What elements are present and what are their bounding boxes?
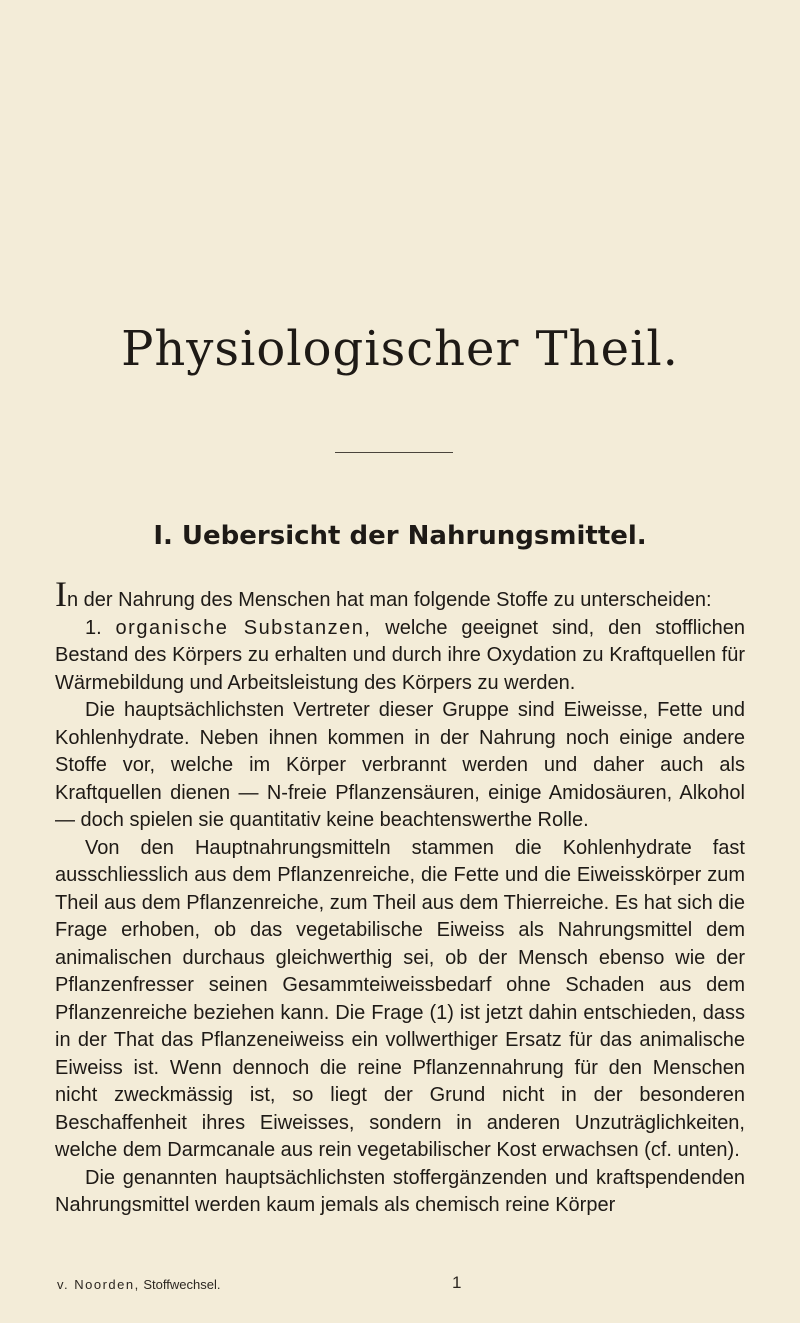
item-number: 1. <box>85 616 116 639</box>
item-term: organische Substanzen, <box>115 616 372 639</box>
item-text: welche geeignet sind, den stofflichen Bestand des Körpers zu erhalten und durch ihre Oxydation zu Kraftquellen für Wärmebildung und Arbeitsleistung des Körpers zu werden. <box>55 616 745 694</box>
part-title: Physiologischer Theil. <box>121 321 679 377</box>
paragraph-item-1 <box>55 615 745 698</box>
paragraph-nutrients: Die genannten hauptsächlichsten stoffergänzenden und kraftspendenden Nahrungsmittel werden kaum jemals als chemisch reine Körper <box>55 1166 745 1216</box>
drop-cap: I <box>55 574 67 614</box>
page-number: 1 <box>452 1273 462 1292</box>
title-divider <box>335 452 453 453</box>
footer-book: Stoffwechsel. <box>139 1277 221 1292</box>
page-footer <box>57 1273 747 1293</box>
body-text <box>55 574 745 1220</box>
paragraph-representatives: Die hauptsächlichsten Vertreter dieser Gruppe sind Eiweisse, Fette und Kohlenhydrate. Neben ihnen kommen in der Nahrung noch einige andere Stoffe vor, welche im Körper verbrannt werden und daher auch als Kraftquellen dienen — N-freie Pflanzensäuren, einige Amidosäuren, Alkohol — doch spielen sie quantitativ keine beachtenswerthe Rolle. <box>55 699 745 831</box>
paragraph-sources: Von den Hauptnahrungsmitteln stammen die Kohlenhydrate fast ausschliesslich aus dem Pflanzenreiche, die Fette und die Eiweisskörper zum Theil aus dem Pflanzenreiche, zum Theil aus dem Thierreiche. Es hat sich die Frage erhoben, ob das vegetabilische Eiweiss als Nahrungsmittel dem animalischen durchaus gleichwerthig sei, ob der Mensch ebenso wie der Pflanzenfresser seinen Gesammteiweissbedarf ohne Schaden aus dem Pflanzenreiche beziehen kann. Die Frage (1) ist jetzt dahin entschieden, dass in der That das Pflanzeneiweiss ein vollwerthiger Ersatz für das animalische Eiweiss ist. Wenn dennoch die reine Pflanzennahrung für den Menschen nicht zweckmässig ist, so liegt der Grund nicht in der besonderen Beschaffenheit ihres Eiweisses, sondern in anderen Unzuträglichkeiten, welche dem Darmcanale aus rein vegetabilischer Kost erwachsen (cf. unten). <box>55 836 745 1161</box>
paragraph-intro <box>55 574 745 615</box>
paragraph-intro-text: n der Nahrung des Menschen hat man folgende Stoffe zu unterscheiden: <box>67 589 712 611</box>
section-title: I. Uebersicht der Nahrungsmittel. <box>153 521 647 551</box>
footer-author: v. Noorden, <box>57 1277 140 1292</box>
